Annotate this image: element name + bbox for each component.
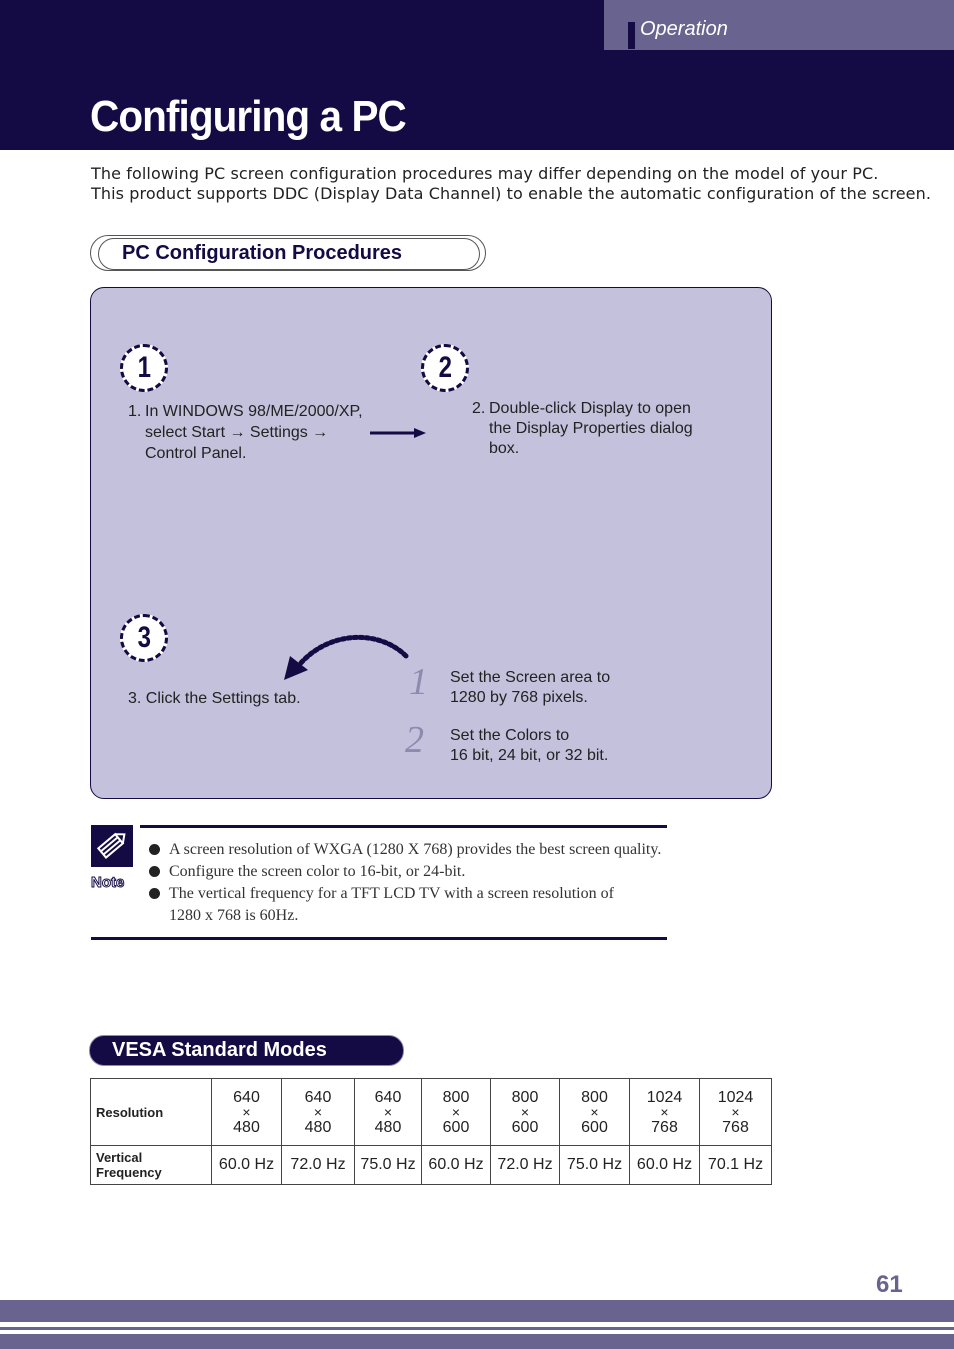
step-3-badge-number: 3 (137, 621, 151, 654)
substep-2-line-2: 16 bit, 24 bit, or 32 bit. (450, 747, 609, 764)
step-1-line-1: In WINDOWS 98/ME/2000/XP, (145, 403, 363, 420)
note-bottom-rule (91, 937, 667, 940)
times-icon: × (383, 1103, 393, 1120)
section-tab-marker (628, 22, 635, 49)
substep-1-text (450, 668, 610, 708)
step-2-badge-number: 2 (438, 351, 452, 384)
curved-arrow-icon (280, 630, 415, 685)
note-item-continuation (148, 905, 661, 927)
step-1-line-2: select Start → Settings → (145, 424, 329, 441)
note-item-3-line-2: 1280 x 768 is 60Hz. (169, 907, 299, 924)
table-cell-resolution (355, 1079, 422, 1146)
note-item (148, 839, 661, 861)
row-label-resolution: Resolution (91, 1079, 212, 1146)
table-cell-resolution (560, 1079, 630, 1146)
times-icon: × (313, 1103, 323, 1120)
substep-1-line-1: Set the Screen area to (450, 669, 611, 686)
substep-2-number: 2 (405, 719, 424, 761)
times-icon: × (731, 1103, 740, 1120)
mode-width: 800 (511, 1088, 539, 1106)
mode-height: 600 (511, 1118, 539, 1136)
table-cell-frequency: 72.0 Hz (282, 1146, 355, 1185)
step-2-line-3: box. (489, 440, 520, 457)
step-2-badge-icon (421, 344, 469, 392)
step-1-line-3: Control Panel. (145, 445, 247, 462)
mode-height: 768 (651, 1118, 678, 1136)
mode-height: 768 (722, 1118, 749, 1136)
page-title: Configuring a PC (90, 92, 406, 141)
times-icon: × (451, 1103, 461, 1120)
table-cell-frequency: 60.0 Hz (630, 1146, 700, 1185)
table-cell-resolution (630, 1079, 700, 1146)
table-cell-frequency: 60.0 Hz (422, 1146, 491, 1185)
mode-height: 480 (304, 1118, 332, 1136)
step-1-number: 1. (128, 403, 142, 420)
mode-width: 1024 (646, 1088, 683, 1106)
step-1-text (128, 401, 363, 464)
note-label: Note (91, 874, 125, 891)
step-1-badge-icon (120, 344, 168, 392)
note-list (148, 839, 661, 927)
table-cell-resolution (282, 1079, 355, 1146)
substep-2-line-1: Set the Colors to (450, 727, 570, 744)
footer-band-bottom (0, 1334, 954, 1349)
vesa-modes-table (90, 1078, 772, 1185)
times-icon: × (520, 1103, 530, 1120)
intro-line-2: This product supports DDC (Display Data Channel) to enable the automatic configuration of the screen. (91, 184, 932, 203)
table-cell-frequency: 75.0 Hz (355, 1146, 422, 1185)
section-label: Operation (640, 18, 728, 40)
footer-rule (0, 1327, 954, 1330)
table-cell-frequency: 60.0 Hz (212, 1146, 282, 1185)
mode-width: 1024 (717, 1088, 754, 1106)
page-number: 61 (876, 1271, 903, 1298)
times-icon: × (660, 1103, 669, 1120)
mode-width: 800 (442, 1088, 470, 1106)
table-cell-frequency: 70.1 Hz (700, 1146, 772, 1185)
substep-2-text (450, 726, 608, 766)
intro-text (91, 164, 931, 204)
mode-height: 600 (442, 1118, 470, 1136)
bullet-icon (149, 888, 160, 899)
note-item-2-text: Configure the screen color to 16-bit, or 24-bit. (169, 863, 466, 880)
row-label-frequency: Vertical Frequency (91, 1146, 212, 1185)
substep-1-number: 1 (409, 661, 428, 703)
times-icon: × (242, 1103, 251, 1120)
note-top-rule (140, 825, 667, 828)
table-cell-frequency: 72.0 Hz (491, 1146, 560, 1185)
mode-width: 800 (581, 1088, 608, 1106)
substep-1-line-2: 1280 by 768 pixels. (450, 689, 588, 706)
table-cell-resolution (422, 1079, 491, 1146)
mode-width: 640 (374, 1088, 402, 1106)
note-pencil-icon (91, 825, 133, 867)
step-2-line-1: Double-click Display to open (489, 400, 691, 417)
right-arrow-icon (368, 424, 430, 442)
table-cell-resolution (212, 1079, 282, 1146)
vesa-heading: VESA Standard Modes (112, 1039, 327, 1061)
footer-band (0, 1300, 954, 1322)
note-item-3-line-1: The vertical frequency for a TFT LCD TV with a screen resolution of (169, 885, 614, 902)
intro-line-1: The following PC screen configuration procedures may differ depending on the model of your PC. (91, 164, 879, 183)
step-3-badge-icon (120, 614, 168, 662)
mode-width: 640 (304, 1088, 332, 1106)
procedures-heading: PC Configuration Procedures (122, 242, 403, 264)
step-2-line-2: the Display Properties dialog (489, 420, 693, 437)
times-icon: × (590, 1103, 599, 1120)
table-cell-frequency: 75.0 Hz (560, 1146, 630, 1185)
table-row-frequency (91, 1146, 772, 1185)
table-row-resolution (91, 1079, 772, 1146)
step-2-text (472, 399, 693, 459)
mode-height: 480 (233, 1118, 260, 1136)
note-item-1-text: A screen resolution of WXGA (1280 X 768) provides the best screen quality. (169, 841, 662, 858)
mode-height: 600 (581, 1118, 608, 1136)
step-1-badge-number: 1 (137, 351, 151, 384)
step-2-number: 2. (472, 400, 486, 417)
step-3-text: 3. Click the Settings tab. (128, 690, 301, 707)
table-cell-resolution (700, 1079, 772, 1146)
table-cell-resolution (491, 1079, 560, 1146)
mode-width: 640 (233, 1088, 260, 1106)
note-item (148, 883, 661, 905)
note-item (148, 861, 661, 883)
bullet-icon (149, 844, 160, 855)
mode-height: 480 (374, 1118, 402, 1136)
bullet-icon (149, 866, 160, 877)
